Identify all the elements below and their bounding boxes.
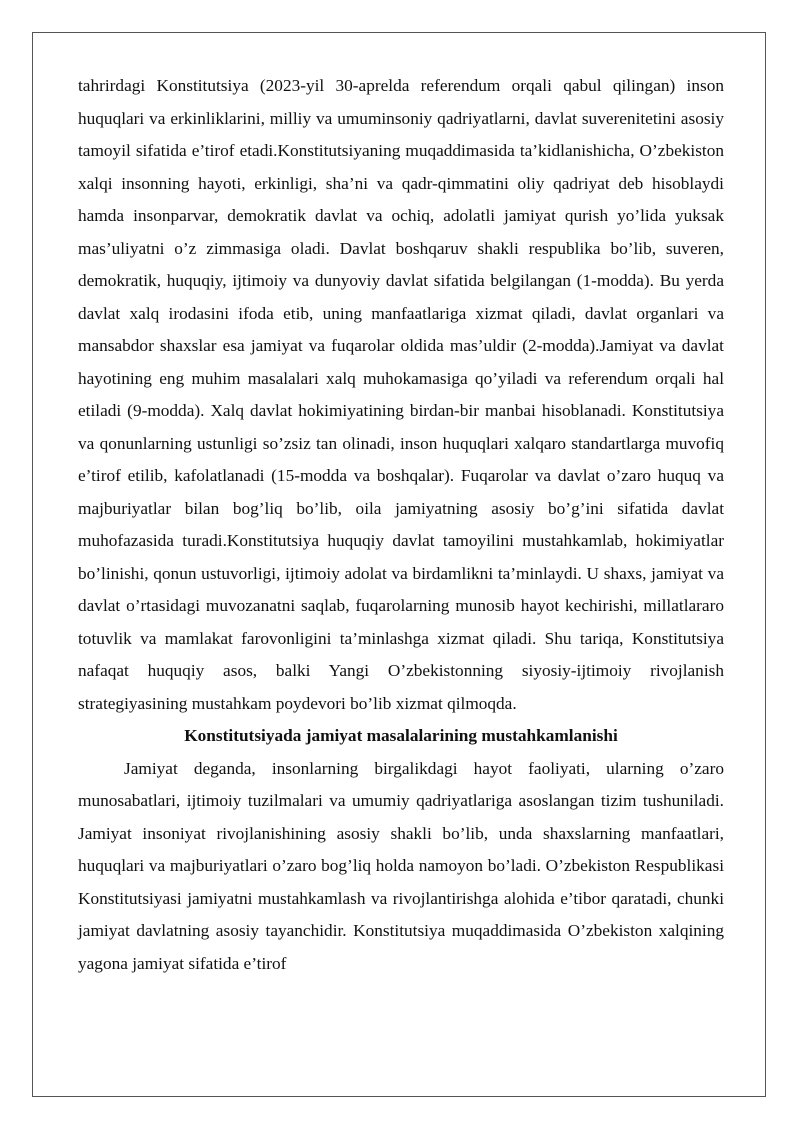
body-paragraph-2: Jamiyat deganda, insonlarning birgalikdagi hayot faoliyati, ularning o’zaro munosabatlari, ijtimoiy tuzilmalari va umumiy qadriyatlariga asoslangan tizim tushuniladi. Jamiyat insoniyat rivojlanishining asosiy shakli bo’lib, unda shaxslarning manfaatlari, huquqlari va majburiyatlari o’zaro bog’liq holda namoyon bo’ladi. O’zbekiston Respublikasi Konstitutsiyasi jamiyatni mustahkamlash va rivojlantirishga alohida e’tibor qaratadi, chunki jamiyat davlatning asosiy tayanchidir. Konstitutsiya muqaddimasida O’zbekiston xalqining yagona jamiyat sifatida e’tirof <box>78 758 724 973</box>
section-heading: Konstitutsiyada jamiyat masalalarining mustahkamlanishi <box>184 726 618 745</box>
body-paragraph-1: tahrirdagi Konstitutsiya (2023-yil 30-aprelda referendum orqali qabul qilingan) inson huquqlari va erkinliklarini, milliy va umuminsoniy qadriyatlarni, davlat suverenitetini asosiy tamoyil sifatida e’tirof etadi.Konstitutsiyaning muqaddimasida ta’kidlanishicha, O’zbekiston xalqi insonning hayoti, erkinligi, sha’ni va qadr-qimmatini oliy qadriyat deb hisoblaydi hamda insonparvar, demokratik davlat va ochiq, adolatli jamiyat qurish yo’lida yuksak mas’uliyatni o’z zimmasiga oladi. Davlat boshqaruv shakli respublika bo’lib, suveren, demokratik, huquqiy, ijtimoiy va dunyoviy davlat sifatida belgilangan (1-modda). Bu yerda davlat xalq irodasini ifoda etib, uning manfaatlariga xizmat qiladi, davlat organlari va mansabdor shaxslar esa jamiyat va fuqarolar oldida mas’uldir (2-modda).Jamiyat va davlat hayotining eng muhim masalalari xalq muhokamasiga qo’yiladi va referendum orqali hal etiladi (9-modda). Xalq davlat hokimiyatining birdan-bir manbai hisoblanadi. Konstitutsiya va qonunlarning ustunligi so’zsiz tan olinadi, inson huquqlari xalqaro standartlarga muvofiq e’tirof etilib, kafolatlanadi (15-modda va boshqalar). Fuqarolar va davlat o’zaro huquq va majburiyatlar bilan bog’liq bo’lib, oila jamiyatning asosiy bo’g’ini sifatida davlat muhofazasida turadi.Konstitutsiya huquqiy davlat tamoyilini mustahkamlab, hokimiyatlar bo’linishi, qonun ustuvorligi, ijtimoiy adolat va birdamlikni ta’minlaydi. U shaxs, jamiyat va davlat o’rtasidagi muvozanatni saqlab, fuqarolarning munosib hayot kechirishi, millatlararo totuvlik va mamlakat farovonligini ta’minlashga xizmat qiladi. Shu tariqa, Konstitutsiya nafaqat huquqiy asos, balki Yangi O’zbekistonning siyosiy-ijtimoiy rivojlanish strategiyasining mustahkam poydevori bo’lib xizmat qilmoqda. <box>78 76 724 713</box>
document-body <box>78 70 724 980</box>
